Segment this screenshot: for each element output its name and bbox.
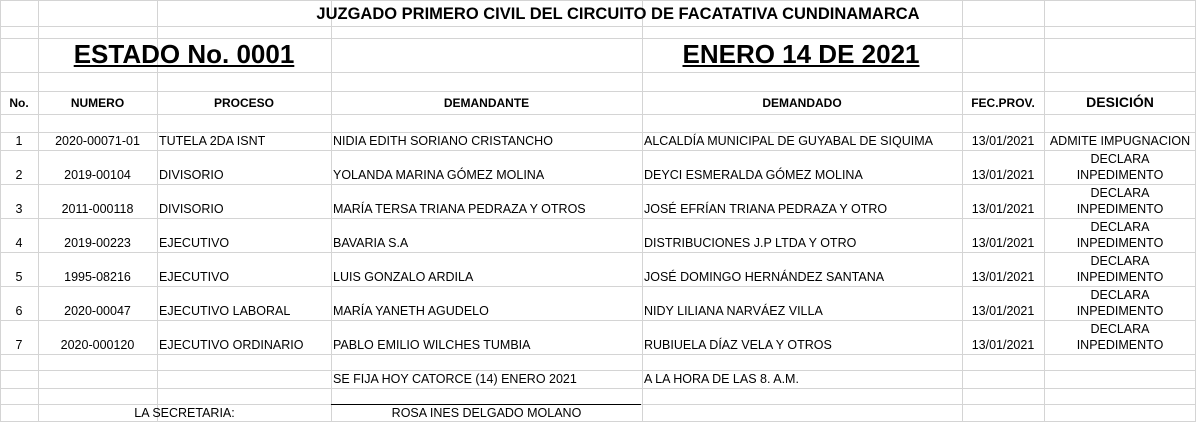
grid-line [0,150,1196,151]
row-no: 2 [15,168,23,182]
header-decision: DESICIÓN [1086,94,1154,110]
header-no: No. [9,96,29,110]
row-demandado: RUBIUELA DÍAZ VELA Y OTROS [644,338,832,352]
row-fecha: 13/01/2021 [971,134,1035,148]
row-numero: 1995-08216 [64,270,131,284]
row-decision: DECLARA [1090,186,1150,200]
header-proceso: PROCESO [213,96,274,110]
estado-date: ENERO 14 DE 2021 [682,39,920,69]
row-numero: 2020-00071-01 [55,134,140,148]
secretaria-name: ROSA INES DELGADO MOLANO [391,406,582,420]
grid-line [0,354,1196,355]
row-fecha: 13/01/2021 [971,270,1035,284]
grid-line [0,252,1196,253]
grid-line [0,184,1196,185]
row-fecha: 13/01/2021 [971,338,1035,352]
row-no: 6 [15,304,23,318]
row-numero: 2020-00047 [64,304,131,318]
row-demandado: JOSÉ DOMINGO HERNÁNDEZ SANTANA [644,270,885,284]
row-decision: DECLARA [1090,152,1150,166]
row-no: 5 [15,270,23,284]
grid-line [0,286,1196,287]
row-decision: DECLARA [1090,220,1150,234]
row-demandante: YOLANDA MARINA GÓMEZ MOLINA [333,168,545,182]
grid-line [0,0,1196,1]
row-decision: INPEDIMENTO [1076,270,1164,284]
row-demandante: LUIS GONZALO ARDILA [333,270,474,284]
row-no: 3 [15,202,23,216]
grid-line [0,114,1196,115]
row-demandante: PABLO EMILIO WILCHES TUMBIA [333,338,531,352]
row-no: 1 [15,134,23,148]
row-demandado: NIDY LILIANA NARVÁEZ VILLA [644,304,823,318]
grid-line [0,132,1196,133]
row-numero: 2019-00223 [64,236,131,250]
row-decision: INPEDIMENTO [1076,236,1164,250]
row-decision: INPEDIMENTO [1076,338,1164,352]
row-decision: ADMITE IMPUGNACION [1049,134,1191,148]
grid-line [0,72,1196,73]
row-proceso: DIVISORIO [159,202,224,216]
grid-line [0,370,1196,371]
row-proceso: EJECUTIVO [159,270,230,284]
footer-fija: SE FIJA HOY CATORCE (14) ENERO 2021 [333,372,577,386]
header-fec-prov: FEC.PROV. [971,96,1035,110]
row-proceso: EJECUTIVO [159,236,230,250]
row-proceso: DIVISORIO [159,168,224,182]
grid-line [0,388,1196,389]
row-fecha: 13/01/2021 [971,304,1035,318]
row-no: 7 [15,338,23,352]
row-demandado: JOSÉ EFRÍAN TRIANA PEDRAZA Y OTRO [644,202,888,216]
row-proceso: EJECUTIVO ORDINARIO [159,338,304,352]
grid-line [0,91,1196,92]
row-decision: DECLARA [1090,322,1150,336]
row-numero: 2020-000120 [60,338,135,352]
court-title: JUZGADO PRIMERO CIVIL DEL CIRCUITO DE FACATATIVA CUNDINAMARCA [316,5,920,23]
row-decision: INPEDIMENTO [1076,304,1164,318]
row-decision: DECLARA [1090,254,1150,268]
row-decision: DECLARA [1090,288,1150,302]
header-demandante: DEMANDANTE [443,96,530,110]
row-demandado: DEYCI ESMERALDA GÓMEZ MOLINA [644,168,863,182]
row-no: 4 [15,236,23,250]
row-demandado: DISTRIBUCIONES J.P LTDA Y OTRO [644,236,857,250]
header-demandado: DEMANDADO [762,96,842,110]
row-fecha: 13/01/2021 [971,236,1035,250]
row-proceso: EJECUTIVO LABORAL [159,304,291,318]
secretaria-label: LA SECRETARIA: [134,406,235,420]
row-proceso: TUTELA 2DA ISNT [159,134,266,148]
signature-line [331,404,641,405]
row-fecha: 13/01/2021 [971,202,1035,216]
row-demandante: MARÍA TERSA TRIANA PEDRAZA Y OTROS [333,202,586,216]
header-numero: NUMERO [70,96,125,110]
row-demandante: NIDIA EDITH SORIANO CRISTANCHO [333,134,553,148]
row-demandado: ALCALDÍA MUNICIPAL DE GUYABAL DE SIQUIMA [644,134,933,148]
row-decision: INPEDIMENTO [1076,202,1164,216]
row-demandante: BAVARIA S.A [333,236,409,250]
grid-line [0,320,1196,321]
row-numero: 2019-00104 [64,168,131,182]
estado-number: ESTADO No. 0001 [73,39,295,69]
row-decision: INPEDIMENTO [1076,168,1164,182]
grid-line [0,26,1196,27]
row-demandante: MARÍA YANETH AGUDELO [333,304,489,318]
footer-hora: A LA HORA DE LAS 8. A.M. [644,372,799,386]
grid-line [0,218,1196,219]
row-numero: 2011-000118 [61,202,134,216]
row-fecha: 13/01/2021 [971,168,1035,182]
